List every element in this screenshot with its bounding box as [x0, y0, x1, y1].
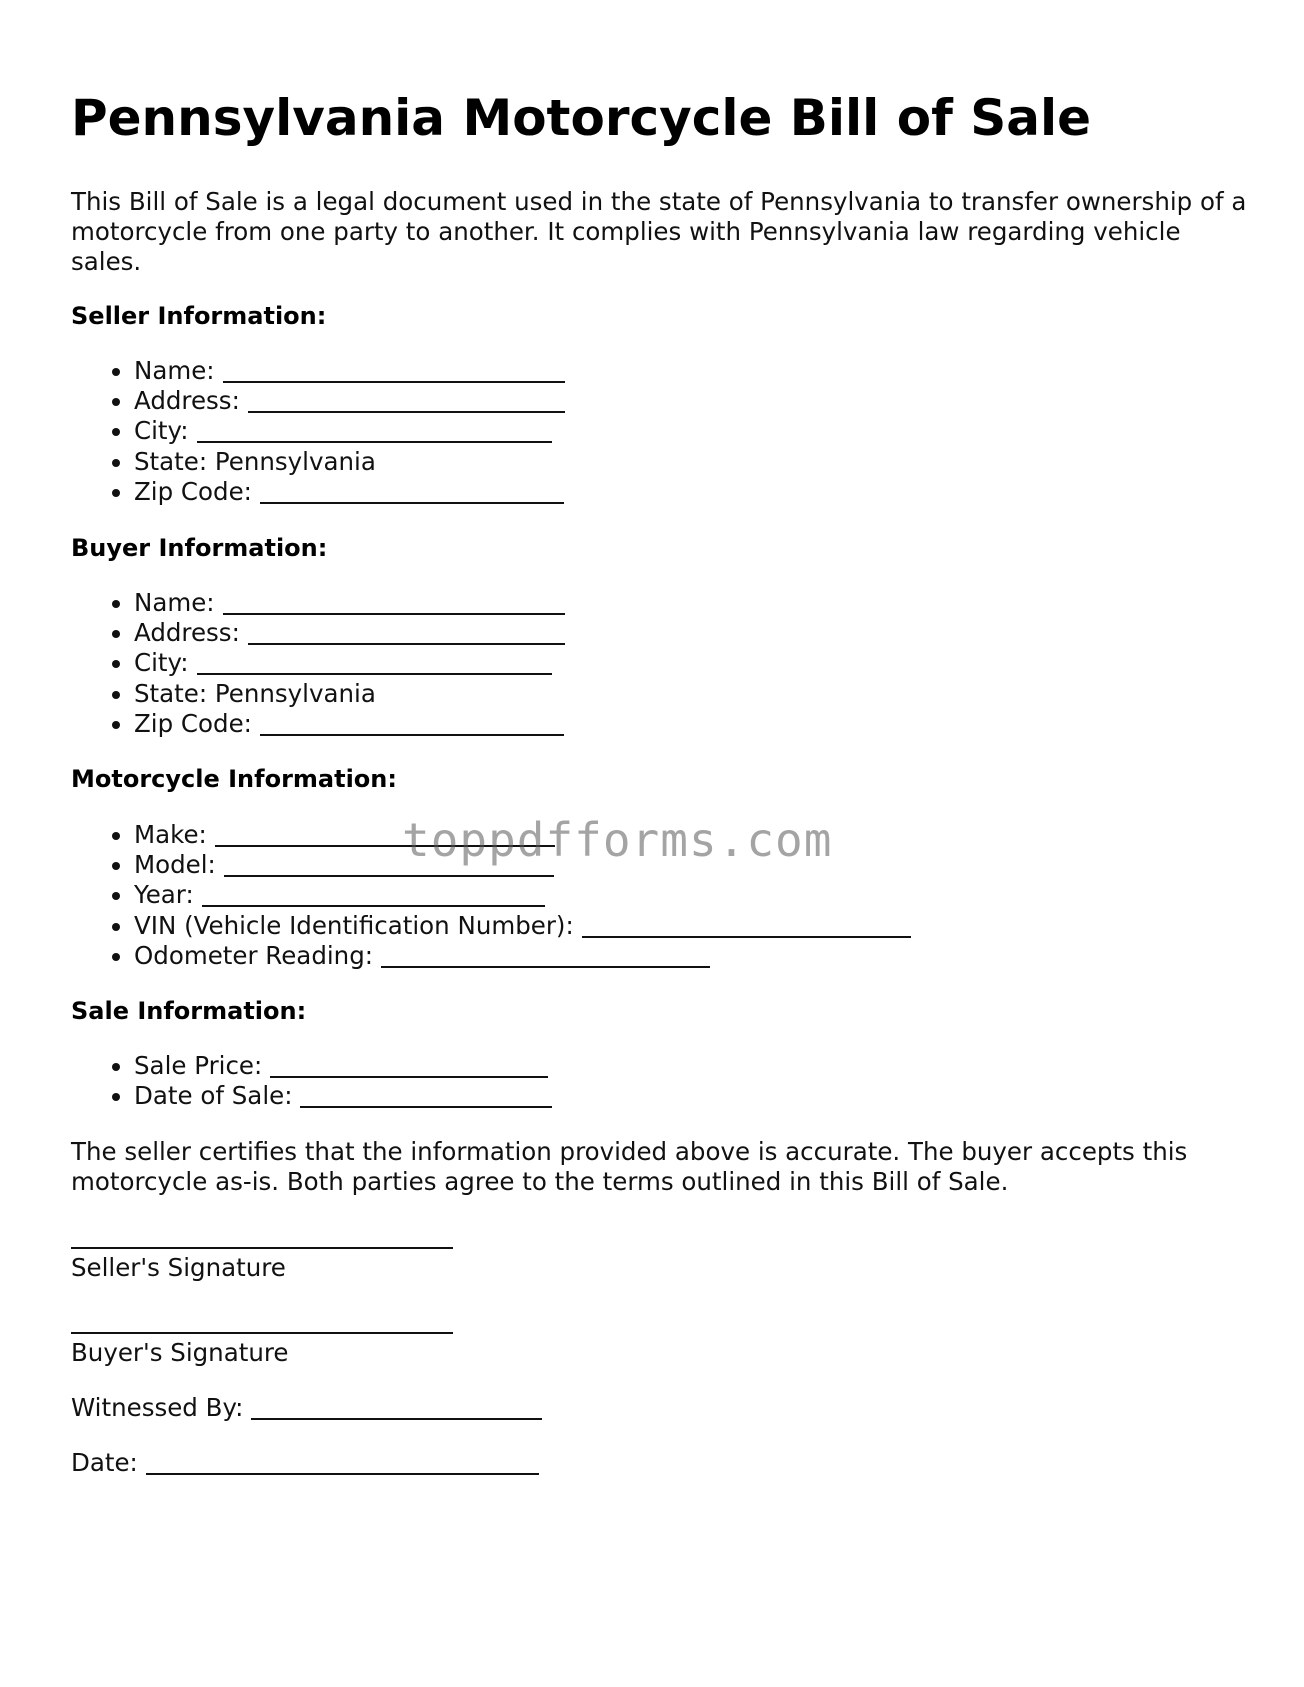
- seller-heading: Seller Information:: [71, 302, 327, 330]
- sale-date-label: Date of Sale:: [134, 1081, 293, 1111]
- sale-heading: Sale Information:: [71, 997, 307, 1025]
- sale-price-field[interactable]: [270, 1054, 548, 1078]
- date-label: Date:: [71, 1448, 138, 1477]
- certification-statement: The seller certifies that the information provided above is accurate. The buyer accepts this motorcycle as-is. Both parties agree to the terms outlined in this Bill of Sale.: [71, 1137, 1188, 1196]
- seller-state-label: State: Pennsylvania: [134, 446, 376, 476]
- buyer-name-field[interactable]: [223, 591, 565, 615]
- witness-label: Witnessed By:: [71, 1393, 244, 1422]
- seller-address-label: Address:: [134, 386, 240, 416]
- seller-fields: [71, 356, 565, 507]
- buyer-state-label: State: Pennsylvania: [134, 678, 376, 708]
- seller-zip-item: [134, 477, 565, 507]
- buyer-city-field[interactable]: [197, 651, 552, 675]
- buyer-signature-line[interactable]: [71, 1332, 453, 1334]
- motorcycle-make-label: Make:: [134, 820, 207, 849]
- buyer-zip-field[interactable]: [260, 712, 564, 736]
- motorcycle-year-label: Year:: [134, 880, 194, 910]
- seller-name-label: Name:: [134, 356, 215, 385]
- buyer-address-field[interactable]: [248, 621, 565, 645]
- motorcycle-model-label: Model:: [134, 850, 216, 880]
- motorcycle-odometer-field[interactable]: [381, 944, 710, 968]
- buyer-name-label: Name:: [134, 588, 215, 617]
- motorcycle-vin-field[interactable]: [582, 914, 911, 938]
- buyer-zip-label: Zip Code:: [134, 708, 252, 738]
- sale-date-field[interactable]: [300, 1084, 552, 1108]
- sale-price-label: Sale Price:: [134, 1051, 263, 1080]
- buyer-heading: Buyer Information:: [71, 534, 328, 562]
- motorcycle-vin-item: [134, 911, 911, 941]
- seller-signature-label: Seller's Signature: [71, 1253, 286, 1282]
- seller-city-field[interactable]: [197, 419, 552, 443]
- seller-name-field[interactable]: [223, 359, 565, 383]
- motorcycle-year-field[interactable]: [202, 883, 545, 907]
- motorcycle-heading: Motorcycle Information:: [71, 765, 397, 793]
- intro-paragraph: This Bill of Sale is a legal document used in the state of Pennsylvania to transfer ownership of a motorcycle from one party to another. It complies with Pennsylvania law regarding vehicle sales.: [71, 187, 1247, 276]
- seller-state-item: [134, 447, 565, 477]
- buyer-signature-label: Buyer's Signature: [71, 1338, 289, 1367]
- witness-field[interactable]: [251, 1396, 542, 1420]
- page-title: Pennsylvania Motorcycle Bill of Sale: [71, 89, 1092, 147]
- motorcycle-odometer-item: [134, 941, 911, 971]
- buyer-city-label: City:: [134, 648, 189, 678]
- witness-row: [71, 1393, 542, 1423]
- seller-zip-field[interactable]: [260, 480, 564, 504]
- watermark-text: toppdfforms.com: [402, 813, 833, 867]
- seller-address-field[interactable]: [248, 389, 565, 413]
- seller-address-item: [134, 386, 565, 416]
- buyer-name-item: [134, 588, 565, 618]
- buyer-state-item: [134, 679, 565, 709]
- seller-city-label: City:: [134, 416, 189, 446]
- sale-date-item: [134, 1081, 552, 1111]
- sale-price-item: [134, 1051, 552, 1081]
- buyer-address-label: Address:: [134, 618, 240, 648]
- seller-name-item: [134, 356, 565, 386]
- buyer-city-item: [134, 648, 565, 678]
- buyer-zip-item: [134, 709, 565, 739]
- motorcycle-vin-label: VIN (Vehicle Identification Number):: [134, 910, 574, 940]
- seller-signature-line[interactable]: [71, 1247, 453, 1249]
- seller-city-item: [134, 416, 565, 446]
- seller-zip-label: Zip Code:: [134, 476, 252, 506]
- motorcycle-odometer-label: Odometer Reading:: [134, 940, 374, 970]
- motorcycle-year-item: [134, 880, 911, 910]
- sale-fields: [71, 1051, 552, 1111]
- date-field[interactable]: [146, 1451, 539, 1475]
- buyer-fields: [71, 588, 565, 739]
- date-row: [71, 1448, 539, 1478]
- buyer-address-item: [134, 618, 565, 648]
